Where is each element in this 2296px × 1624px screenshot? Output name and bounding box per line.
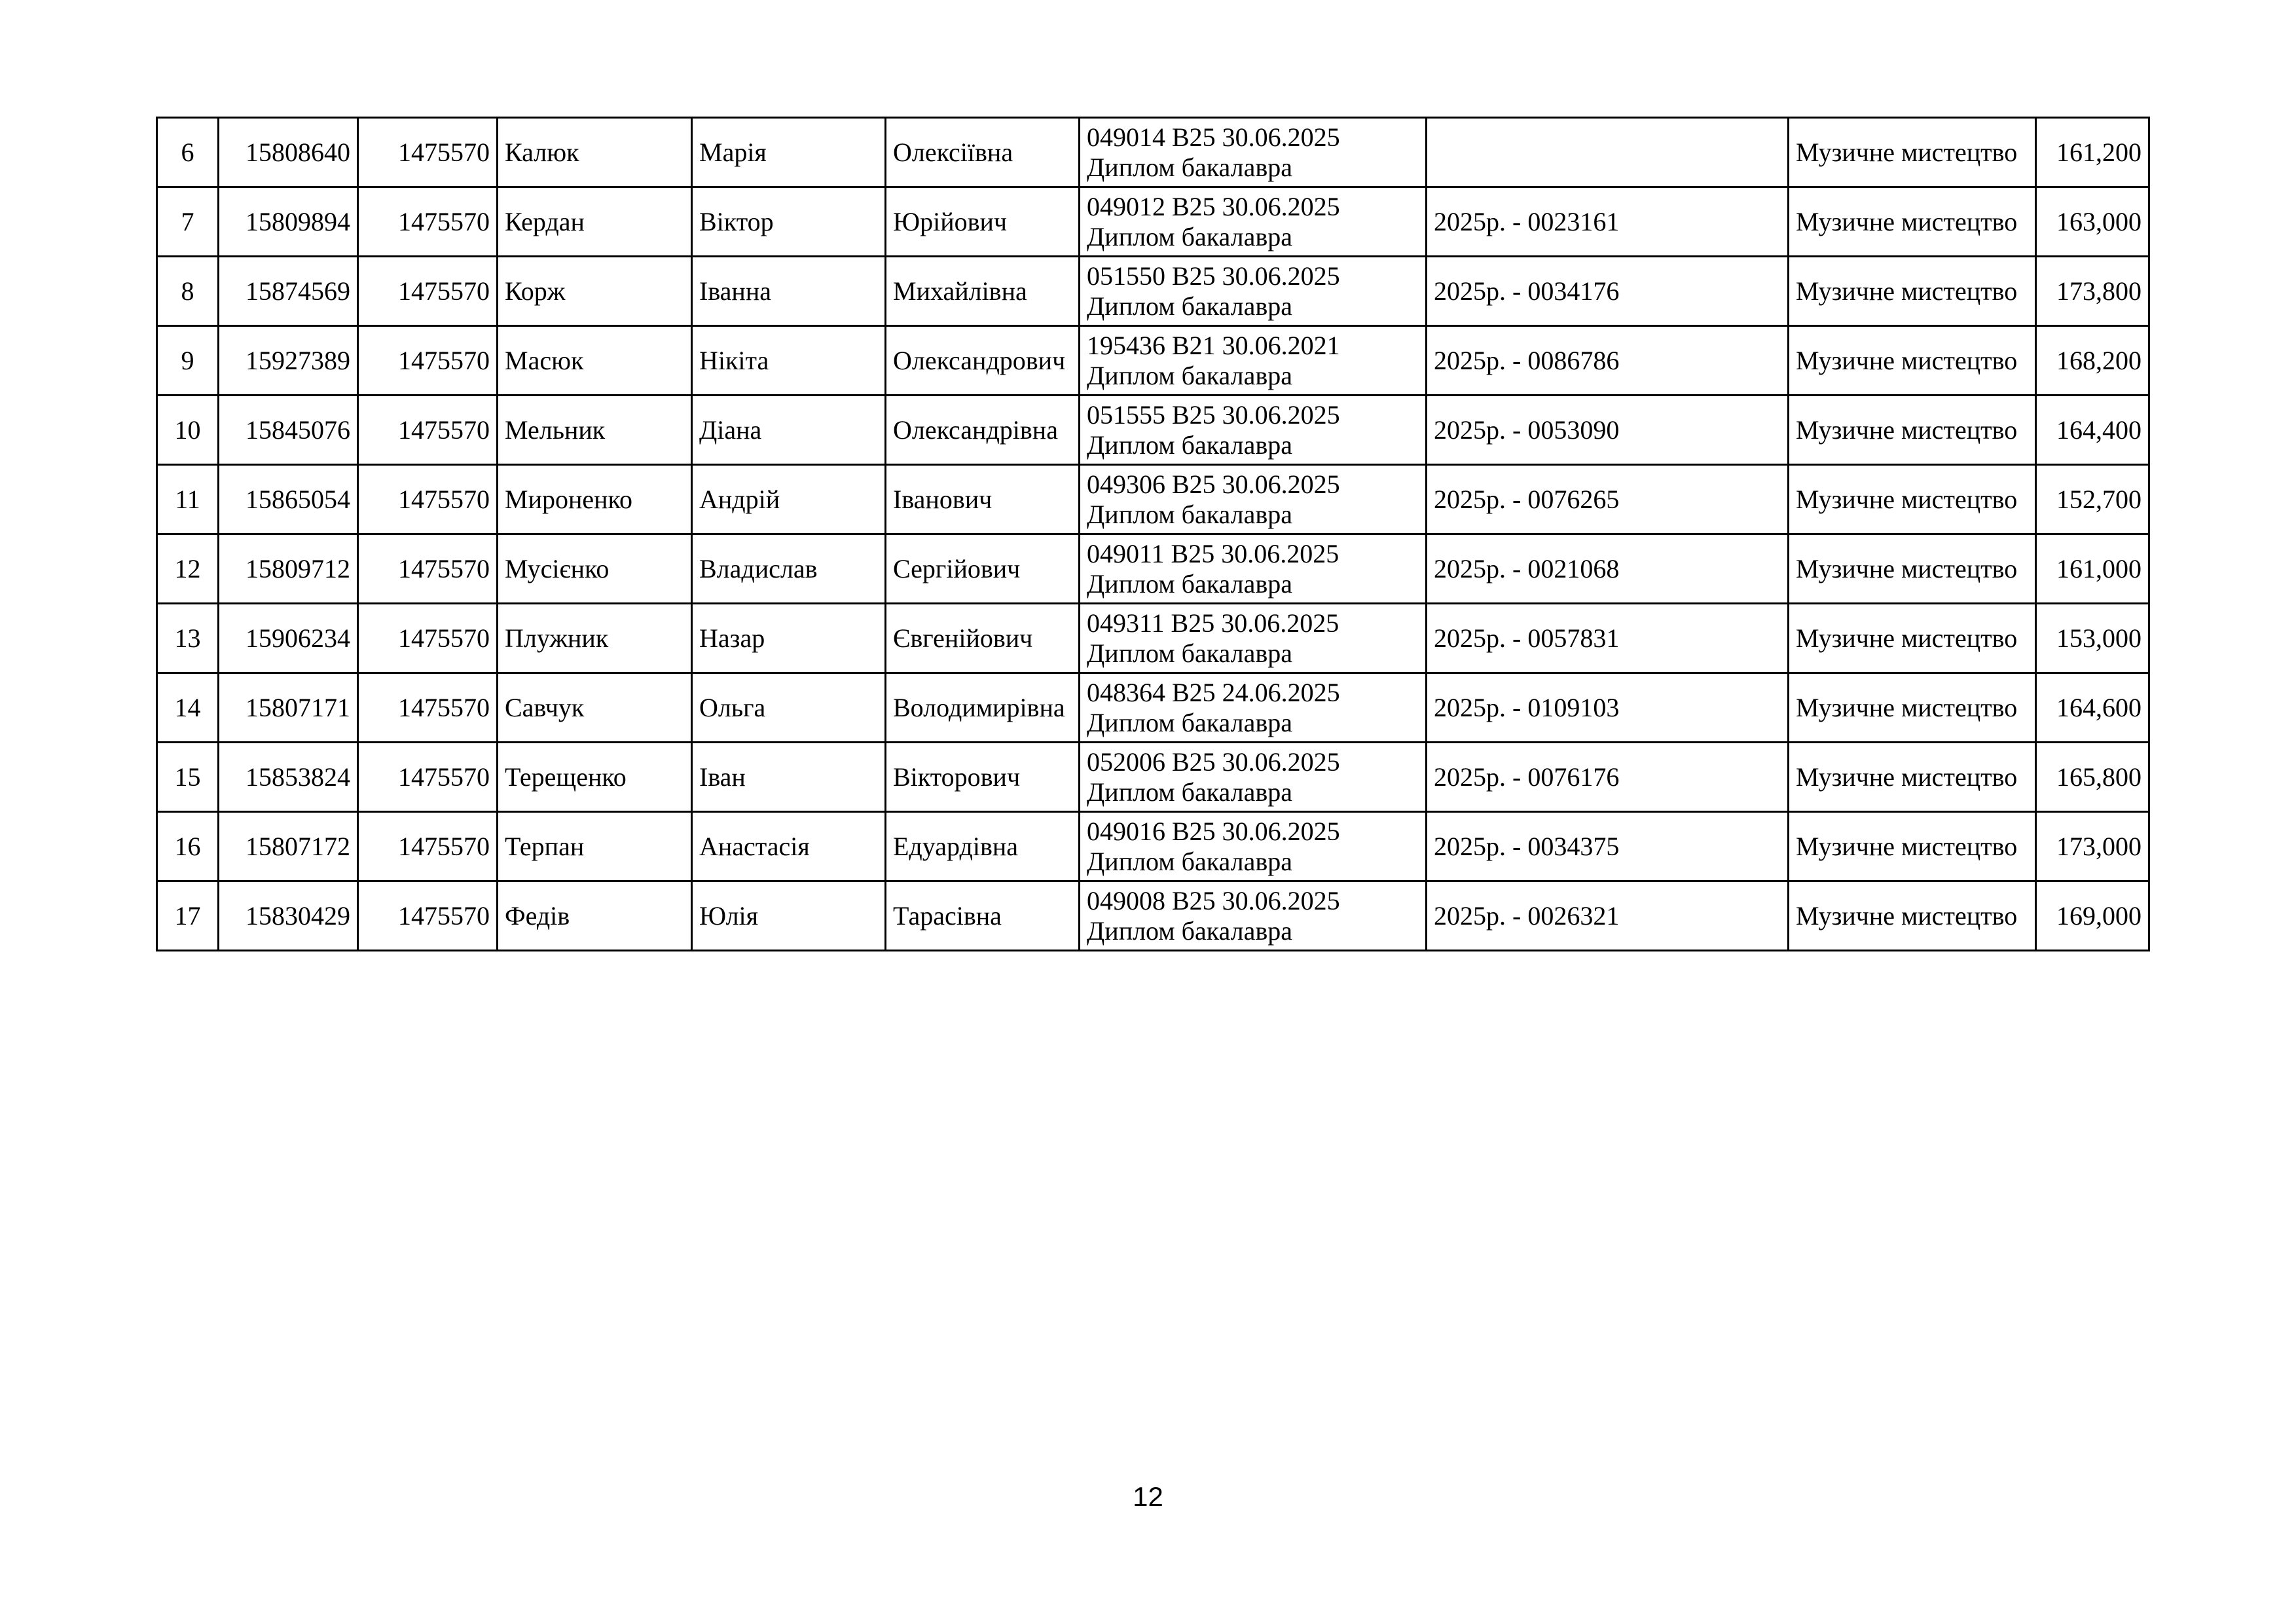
specialty-cell: Музичне мистецтво [1789, 604, 2036, 673]
table-row [157, 187, 2149, 257]
first-name-cell: Нікіта [692, 326, 886, 396]
program-code-cell: 1475570 [358, 187, 498, 257]
document-number: 049008 B25 30.06.2025 [1087, 885, 1340, 915]
first-name-cell: Марія [692, 118, 886, 187]
last-name-cell: Корж [498, 257, 692, 326]
document-number: 049306 B25 30.06.2025 [1087, 469, 1340, 499]
person-id-cell: 15808640 [219, 118, 358, 187]
document-type: Диплом бакалавра [1087, 915, 1293, 946]
table-row [157, 534, 2149, 604]
first-name-cell: Андрій [692, 465, 886, 534]
document-type: Диплом бакалавра [1087, 777, 1293, 807]
first-name-cell: Віктор [692, 187, 886, 257]
first-name-cell: Владислав [692, 534, 886, 604]
document-number: 051555 B25 30.06.2025 [1087, 399, 1340, 430]
document-type: Диплом бакалавра [1087, 846, 1293, 876]
person-id-cell: 15809894 [219, 187, 358, 257]
table-row [157, 326, 2149, 396]
first-name-cell: Юлія [692, 881, 886, 951]
specialty-cell: Музичне мистецтво [1789, 326, 2036, 396]
education-document-cell [1080, 396, 1427, 465]
education-document-cell [1080, 326, 1427, 396]
document-type: Диплом бакалавра [1087, 499, 1293, 529]
table-body [157, 118, 2149, 951]
applicants-table [156, 117, 2150, 951]
first-name-cell: Іван [692, 743, 886, 812]
person-id-cell: 15845076 [219, 396, 358, 465]
last-name-cell: Мельник [498, 396, 692, 465]
person-id-cell: 15830429 [219, 881, 358, 951]
patronymic-cell: Олександрівна [886, 396, 1080, 465]
education-document-cell [1080, 465, 1427, 534]
patronymic-cell: Іванович [886, 465, 1080, 534]
education-document-cell [1080, 187, 1427, 257]
score-cell: 164,400 [2036, 396, 2149, 465]
document-number: 052006 B25 30.06.2025 [1087, 747, 1340, 777]
last-name-cell: Калюк [498, 118, 692, 187]
score-cell: 165,800 [2036, 743, 2149, 812]
education-document-cell [1080, 881, 1427, 951]
education-document-cell [1080, 743, 1427, 812]
person-id-cell: 15809712 [219, 534, 358, 604]
document-number: 051550 B25 30.06.2025 [1087, 261, 1340, 291]
education-document-cell [1080, 257, 1427, 326]
specialty-cell: Музичне мистецтво [1789, 396, 2036, 465]
score-cell: 168,200 [2036, 326, 2149, 396]
table-row [157, 465, 2149, 534]
patronymic-cell: Євгенійович [886, 604, 1080, 673]
last-name-cell: Плужник [498, 604, 692, 673]
program-code-cell: 1475570 [358, 326, 498, 396]
person-id-cell: 15853824 [219, 743, 358, 812]
program-code-cell: 1475570 [358, 881, 498, 951]
document-type: Диплом бакалавра [1087, 707, 1293, 737]
last-name-cell: Масюк [498, 326, 692, 396]
specialty-cell: Музичне мистецтво [1789, 743, 2036, 812]
certificate-cell: 2025р. - 0034176 [1427, 257, 1789, 326]
document-type: Диплом бакалавра [1087, 568, 1293, 599]
document-number: 049016 B25 30.06.2025 [1087, 816, 1340, 846]
document-number: 049014 B25 30.06.2025 [1087, 122, 1340, 152]
document-type: Диплом бакалавра [1087, 360, 1293, 390]
table-row [157, 396, 2149, 465]
certificate-cell [1427, 118, 1789, 187]
table-row [157, 257, 2149, 326]
row-number-cell: 15 [157, 743, 219, 812]
score-cell: 173,000 [2036, 812, 2149, 881]
patronymic-cell: Юрійович [886, 187, 1080, 257]
row-number-cell: 17 [157, 881, 219, 951]
score-cell: 153,000 [2036, 604, 2149, 673]
patronymic-cell: Едуардівна [886, 812, 1080, 881]
person-id-cell: 15874569 [219, 257, 358, 326]
person-id-cell: 15807172 [219, 812, 358, 881]
last-name-cell: Мусієнко [498, 534, 692, 604]
table-row [157, 673, 2149, 743]
specialty-cell: Музичне мистецтво [1789, 118, 2036, 187]
education-document-cell [1080, 812, 1427, 881]
first-name-cell: Іванна [692, 257, 886, 326]
certificate-cell: 2025р. - 0086786 [1427, 326, 1789, 396]
document-number: 048364 B25 24.06.2025 [1087, 677, 1340, 707]
row-number-cell: 11 [157, 465, 219, 534]
last-name-cell: Федів [498, 881, 692, 951]
document-number: 049011 B25 30.06.2025 [1087, 538, 1339, 568]
education-document-cell [1080, 534, 1427, 604]
last-name-cell: Савчук [498, 673, 692, 743]
program-code-cell: 1475570 [358, 812, 498, 881]
patronymic-cell: Олексіївна [886, 118, 1080, 187]
document-type: Диплом бакалавра [1087, 430, 1293, 460]
first-name-cell: Назар [692, 604, 886, 673]
score-cell: 152,700 [2036, 465, 2149, 534]
last-name-cell: Терпан [498, 812, 692, 881]
row-number-cell: 14 [157, 673, 219, 743]
certificate-cell: 2025р. - 0109103 [1427, 673, 1789, 743]
last-name-cell: Мироненко [498, 465, 692, 534]
row-number-cell: 9 [157, 326, 219, 396]
certificate-cell: 2025р. - 0023161 [1427, 187, 1789, 257]
program-code-cell: 1475570 [358, 604, 498, 673]
education-document-cell [1080, 604, 1427, 673]
specialty-cell: Музичне мистецтво [1789, 534, 2036, 604]
certificate-cell: 2025р. - 0026321 [1427, 881, 1789, 951]
score-cell: 163,000 [2036, 187, 2149, 257]
document-type: Диплом бакалавра [1087, 291, 1293, 321]
certificate-cell: 2025р. - 0076176 [1427, 743, 1789, 812]
program-code-cell: 1475570 [358, 673, 498, 743]
certificate-cell: 2025р. - 0034375 [1427, 812, 1789, 881]
patronymic-cell: Олександрович [886, 326, 1080, 396]
specialty-cell: Музичне мистецтво [1789, 881, 2036, 951]
page-number: 12 [1133, 1481, 1163, 1512]
table-row [157, 604, 2149, 673]
patronymic-cell: Вікторович [886, 743, 1080, 812]
table-row [157, 881, 2149, 951]
patronymic-cell: Сергійович [886, 534, 1080, 604]
last-name-cell: Терещенко [498, 743, 692, 812]
patronymic-cell: Михайлівна [886, 257, 1080, 326]
specialty-cell: Музичне мистецтво [1789, 812, 2036, 881]
row-number-cell: 12 [157, 534, 219, 604]
document-type: Диплом бакалавра [1087, 152, 1293, 182]
program-code-cell: 1475570 [358, 118, 498, 187]
patronymic-cell: Тарасівна [886, 881, 1080, 951]
first-name-cell: Анастасія [692, 812, 886, 881]
document-type: Диплом бакалавра [1087, 221, 1293, 251]
education-document-cell [1080, 118, 1427, 187]
score-cell: 161,000 [2036, 534, 2149, 604]
program-code-cell: 1475570 [358, 743, 498, 812]
row-number-cell: 16 [157, 812, 219, 881]
certificate-cell: 2025р. - 0057831 [1427, 604, 1789, 673]
document-number: 049012 B25 30.06.2025 [1087, 191, 1340, 221]
row-number-cell: 8 [157, 257, 219, 326]
first-name-cell: Діана [692, 396, 886, 465]
person-id-cell: 15927389 [219, 326, 358, 396]
score-cell: 164,600 [2036, 673, 2149, 743]
row-number-cell: 6 [157, 118, 219, 187]
score-cell: 173,800 [2036, 257, 2149, 326]
row-number-cell: 7 [157, 187, 219, 257]
specialty-cell: Музичне мистецтво [1789, 187, 2036, 257]
document-number: 195436 B21 30.06.2021 [1087, 330, 1340, 360]
program-code-cell: 1475570 [358, 396, 498, 465]
certificate-cell: 2025р. - 0021068 [1427, 534, 1789, 604]
score-cell: 161,200 [2036, 118, 2149, 187]
document-type: Диплом бакалавра [1087, 638, 1293, 668]
table-row [157, 812, 2149, 881]
table-row [157, 743, 2149, 812]
specialty-cell: Музичне мистецтво [1789, 673, 2036, 743]
certificate-cell: 2025р. - 0053090 [1427, 396, 1789, 465]
row-number-cell: 10 [157, 396, 219, 465]
row-number-cell: 13 [157, 604, 219, 673]
person-id-cell: 15906234 [219, 604, 358, 673]
person-id-cell: 15807171 [219, 673, 358, 743]
first-name-cell: Ольга [692, 673, 886, 743]
education-document-cell [1080, 673, 1427, 743]
document-number: 049311 B25 30.06.2025 [1087, 608, 1339, 638]
table-row [157, 118, 2149, 187]
score-cell: 169,000 [2036, 881, 2149, 951]
program-code-cell: 1475570 [358, 257, 498, 326]
certificate-cell: 2025р. - 0076265 [1427, 465, 1789, 534]
specialty-cell: Музичне мистецтво [1789, 257, 2036, 326]
program-code-cell: 1475570 [358, 534, 498, 604]
patronymic-cell: Володимирівна [886, 673, 1080, 743]
last-name-cell: Кердан [498, 187, 692, 257]
specialty-cell: Музичне мистецтво [1789, 465, 2036, 534]
program-code-cell: 1475570 [358, 465, 498, 534]
person-id-cell: 15865054 [219, 465, 358, 534]
